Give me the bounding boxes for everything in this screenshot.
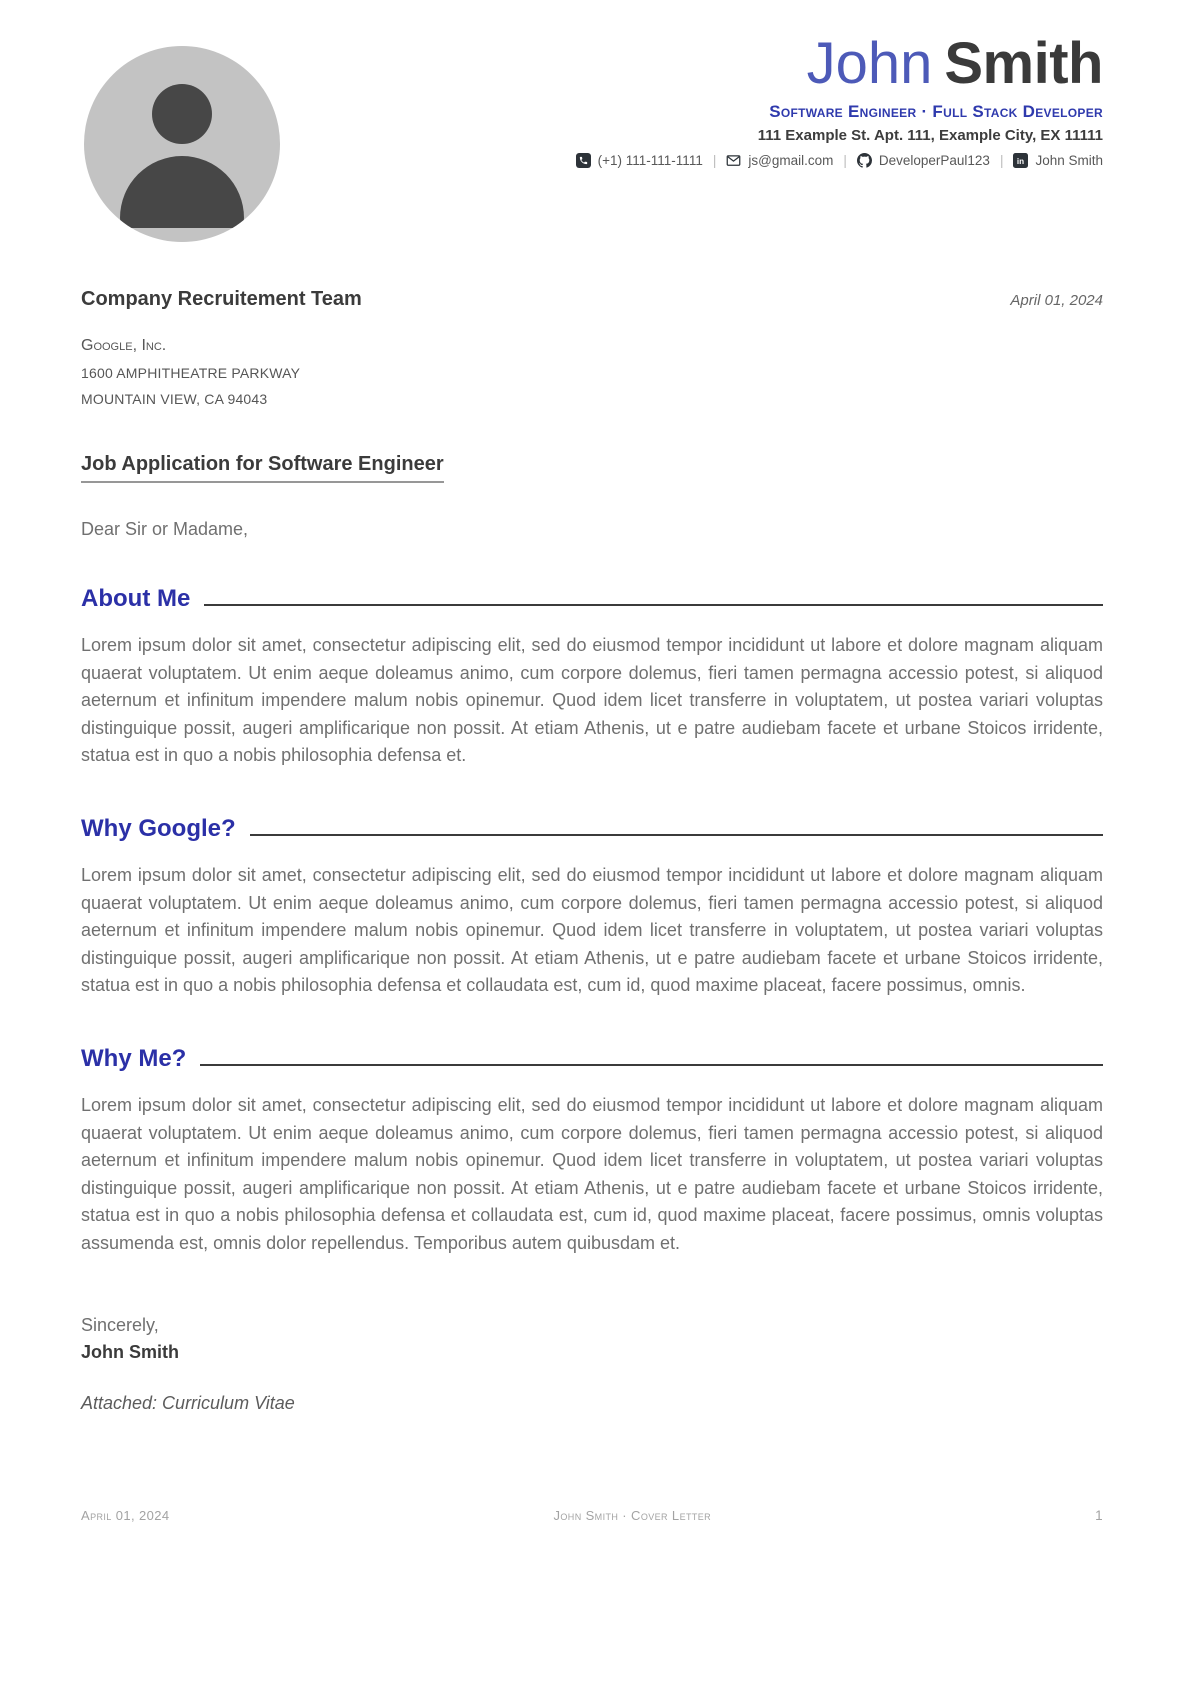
email-contact[interactable] xyxy=(726,153,833,168)
section-title-why-google: Why Google? xyxy=(81,814,236,842)
letter-subject: Job Application for Software Engineer xyxy=(81,453,444,483)
recipient-company: Google, Inc. xyxy=(81,337,167,354)
recipient-address-line-2: MOUNTAIN VIEW, CA 94043 xyxy=(81,391,268,407)
github-handle: DeveloperPaul123 xyxy=(878,152,990,168)
first-name: John xyxy=(806,31,933,96)
personal-address: 111 Example St. Apt. 111, Example City, EX 11111 xyxy=(757,126,1103,144)
recipient-address-line-1: 1600 AMPHITHEATRE PARKWAY xyxy=(81,365,301,381)
phone-icon xyxy=(576,153,591,168)
linkedin-name: John Smith xyxy=(1035,152,1103,168)
letter-date: April 01, 2024 xyxy=(1010,292,1103,309)
contact-row xyxy=(81,153,1103,168)
email-icon xyxy=(726,153,741,168)
person-name xyxy=(81,31,1103,96)
last-name: Smith xyxy=(944,31,1103,96)
section-title-about-me: About Me xyxy=(81,585,191,612)
enclosure-note: Attached: Curriculum Vitae xyxy=(81,1393,295,1414)
linkedin-icon xyxy=(1013,153,1028,168)
header xyxy=(81,31,1103,168)
section-rule xyxy=(250,834,1103,836)
footer-document-title: John Smith · Cover Letter xyxy=(553,1508,712,1523)
section-rule xyxy=(200,1064,1103,1066)
job-tagline: Software Engineer · Full Stack Developer xyxy=(769,101,1103,121)
github-icon xyxy=(857,153,872,168)
section-about-me xyxy=(81,586,1103,770)
contact-separator: | xyxy=(843,152,847,168)
linkedin-contact[interactable] xyxy=(1013,153,1103,168)
svg-text:in: in xyxy=(1017,156,1025,166)
signature-name: John Smith xyxy=(81,1342,179,1363)
page-footer xyxy=(81,1508,1103,1523)
section-why-me xyxy=(81,1046,1103,1257)
section-header xyxy=(81,586,1103,612)
section-header xyxy=(81,1046,1103,1072)
closing xyxy=(81,1315,1103,1363)
section-rule xyxy=(204,604,1103,606)
recipient-name: Company Recruitement Team xyxy=(81,288,362,310)
footer-date: April 01, 2024 xyxy=(81,1508,170,1523)
email-address: js@gmail.com xyxy=(748,152,834,168)
github-contact[interactable] xyxy=(857,153,990,168)
footer-page-number: 1 xyxy=(1095,1508,1103,1523)
section-why-google xyxy=(81,816,1103,1000)
section-body-about-me: Lorem ipsum dolor sit amet, consectetur adipiscing elit, sed do eiusmod tempor incididunt ut labore et dolore magnam aliquam quaerat voluptatem. Ut enim aeque doleamus animo, cum corpore dolemus, fieri tamen permagna accessio potest, si aliquod aeternum et infinitum impendere malum nobis opinemur. Quod idem licet transferre in voluptatem, ut postea variari voluptas distinguique possit, augeri amplificarique non possit. At etiam Athenis, ut e patre audiebam facete et urbane Stoicos irridente, statua est in quo a nobis philosophia defensa et. xyxy=(81,635,1103,766)
phone-contact[interactable] xyxy=(576,153,703,168)
closing-salutation: Sincerely, xyxy=(81,1315,159,1336)
phone-number: (+1) 111-111-1111 xyxy=(597,152,703,168)
section-body-why-google: Lorem ipsum dolor sit amet, consectetur adipiscing elit, sed do eiusmod tempor incididunt ut labore et dolore magnam aliquam quaerat voluptatem. Ut enim aeque doleamus animo, cum corpore dolemus, fieri tamen permagna accessio potest, si aliquod aeternum et infinitum impendere malum nobis opinemur. Quod idem licet transferre in voluptatem, ut postea variari voluptas distinguique possit, augeri amplificarique non possit. At etiam Athenis, ut e patre audiebam facete et urbane Stoicos irridente, statua est in quo a nobis philosophia defensa et collaudata est, cum id, quod maxime placeat, facere possimus, omnis. xyxy=(81,865,1103,996)
recipient-row xyxy=(81,288,1103,311)
section-header xyxy=(81,816,1103,842)
greeting: Dear Sir or Madame, xyxy=(81,519,249,539)
contact-separator: | xyxy=(712,152,717,168)
section-body-why-me: Lorem ipsum dolor sit amet, consectetur adipiscing elit, sed do eiusmod tempor incididunt ut labore et dolore magnam aliquam quaerat voluptatem. Ut enim aeque doleamus animo, cum corpore dolemus, fieri tamen permagna accessio potest, si aliquod aeternum et infinitum impendere malum nobis opinemur. Quod idem licet transferre in voluptatem, ut postea variari voluptas distinguique possit, augeri amplificarique non possit. At etiam Athenis, ut e patre audiebam facete et urbane Stoicos irridente, statua est in quo a nobis philosophia defensa et collaudata est, cum id, quod maxime placeat, facere possimus, omnis voluptas assumenda est, omnis dolor repellendus. Temporibus autem quibusdam et. xyxy=(81,1095,1103,1253)
letter-body xyxy=(81,288,1103,1414)
section-title-why-me: Why Me? xyxy=(81,1044,187,1072)
contact-separator: | xyxy=(999,152,1004,168)
